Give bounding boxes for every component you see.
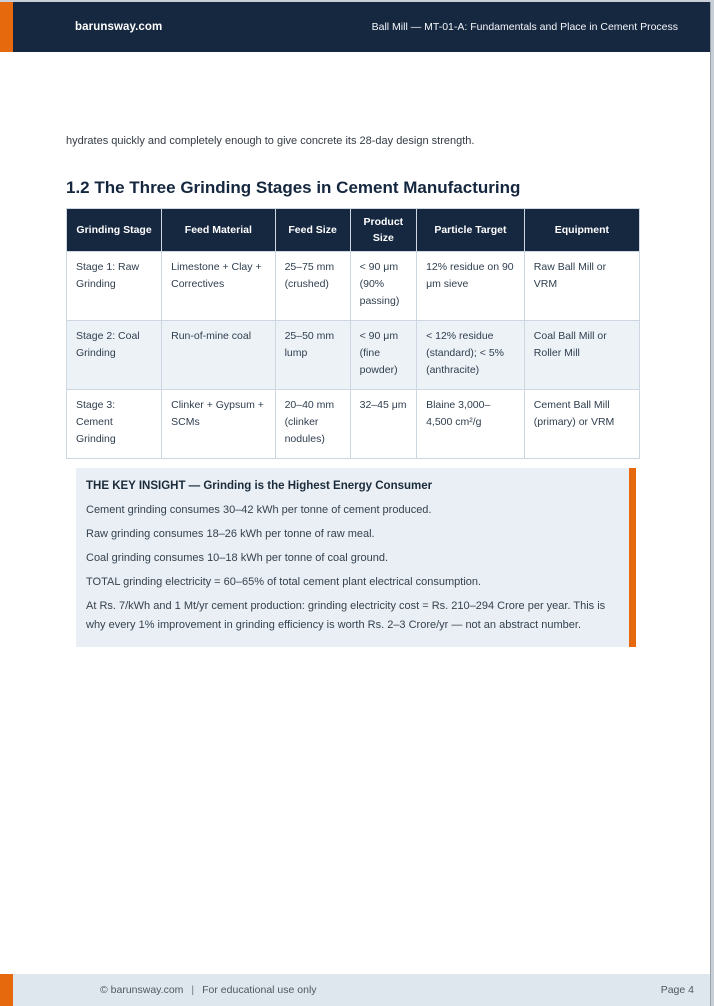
cell-feed-size: 20–40 mm (clinker nodules): [275, 390, 350, 459]
callout-line: TOTAL grinding electricity = 60–65% of total cement plant electrical consumption.: [86, 576, 482, 588]
footer-separator: |: [191, 984, 195, 996]
cell-particle-target: < 12% residue (standard); < 5% (anthracite): [417, 321, 525, 390]
footer-left-group: [100, 984, 317, 996]
callout-line: Coal grinding consumes 10–18 kWh per tonne of coal ground.: [86, 552, 389, 564]
column-header-particle-target: Particle Target: [417, 209, 525, 252]
callout-title: THE KEY INSIGHT — Grinding is the Highest Energy Consumer: [86, 480, 433, 492]
header-accent-block: [0, 2, 13, 52]
cell-stage: Stage 3: Cement Grinding: [67, 390, 162, 459]
footer-copyright: © barunsway.com: [100, 984, 184, 996]
intro-paragraph: hydrates quickly and completely enough to give concrete its 28-day design strength.: [66, 135, 475, 147]
table-row: [67, 390, 640, 459]
page-footer-bar: [0, 974, 710, 1006]
table-row: [67, 252, 640, 321]
table-row: [67, 321, 640, 390]
table-header-row: [67, 209, 640, 252]
key-insight-callout: [76, 468, 636, 647]
cell-equipment: Cement Ball Mill (primary) or VRM: [524, 390, 639, 459]
section-heading: 1.2 The Three Grinding Stages in Cement Manufacturing: [66, 178, 521, 197]
column-header-feed-size: Feed Size: [275, 209, 350, 252]
cell-feed-size: 25–75 mm (crushed): [275, 252, 350, 321]
cell-equipment: Coal Ball Mill or Roller Mill: [524, 321, 639, 390]
grinding-stages-table: [66, 208, 640, 459]
cell-product-size: < 90 μm (fine powder): [350, 321, 416, 390]
cell-feed-size: 25–50 mm lump: [275, 321, 350, 390]
column-header-grinding-stage: Grinding Stage: [67, 209, 162, 252]
document-title: Ball Mill — MT-01-A: Fundamentals and Place in Cement Process: [371, 21, 678, 33]
brand-text: barunsway.com: [75, 21, 163, 33]
cell-product-size: < 90 μm (90% passing): [350, 252, 416, 321]
callout-line: Raw grinding consumes 18–26 kWh per tonne of raw meal.: [86, 528, 375, 540]
cell-feed-material: Limestone + Clay + Correctives: [162, 252, 275, 321]
document-page: [0, 2, 711, 1006]
cell-particle-target: 12% residue on 90 μm sieve: [417, 252, 525, 321]
footer-note: For educational use only: [202, 984, 317, 996]
cell-feed-material: Clinker + Gypsum + SCMs: [162, 390, 275, 459]
cell-stage: Stage 2: Coal Grinding: [67, 321, 162, 390]
callout-line: At Rs. 7/kWh and 1 Mt/yr cement production: grinding electricity cost = Rs. 210–294 Crore per year. This is why every 1% improvement in grinding efficiency is worth Rs. 2–3 Crore/yr — not an abstract number.: [86, 600, 606, 631]
cell-feed-material: Run-of-mine coal: [162, 321, 275, 390]
column-header-equipment: Equipment: [524, 209, 639, 252]
page-number: Page 4: [660, 984, 694, 996]
footer-accent-block: [0, 974, 13, 1006]
cell-particle-target: Blaine 3,000–4,500 cm²/g: [417, 390, 525, 459]
column-header-feed-material: Feed Material: [162, 209, 275, 252]
cell-stage: Stage 1: Raw Grinding: [67, 252, 162, 321]
page-content: [66, 2, 640, 647]
cell-equipment: Raw Ball Mill or VRM: [524, 252, 639, 321]
column-header-product-size: Product Size: [350, 209, 416, 252]
cell-product-size: 32–45 μm: [350, 390, 416, 459]
callout-line: Cement grinding consumes 30–42 kWh per tonne of cement produced.: [86, 504, 432, 516]
